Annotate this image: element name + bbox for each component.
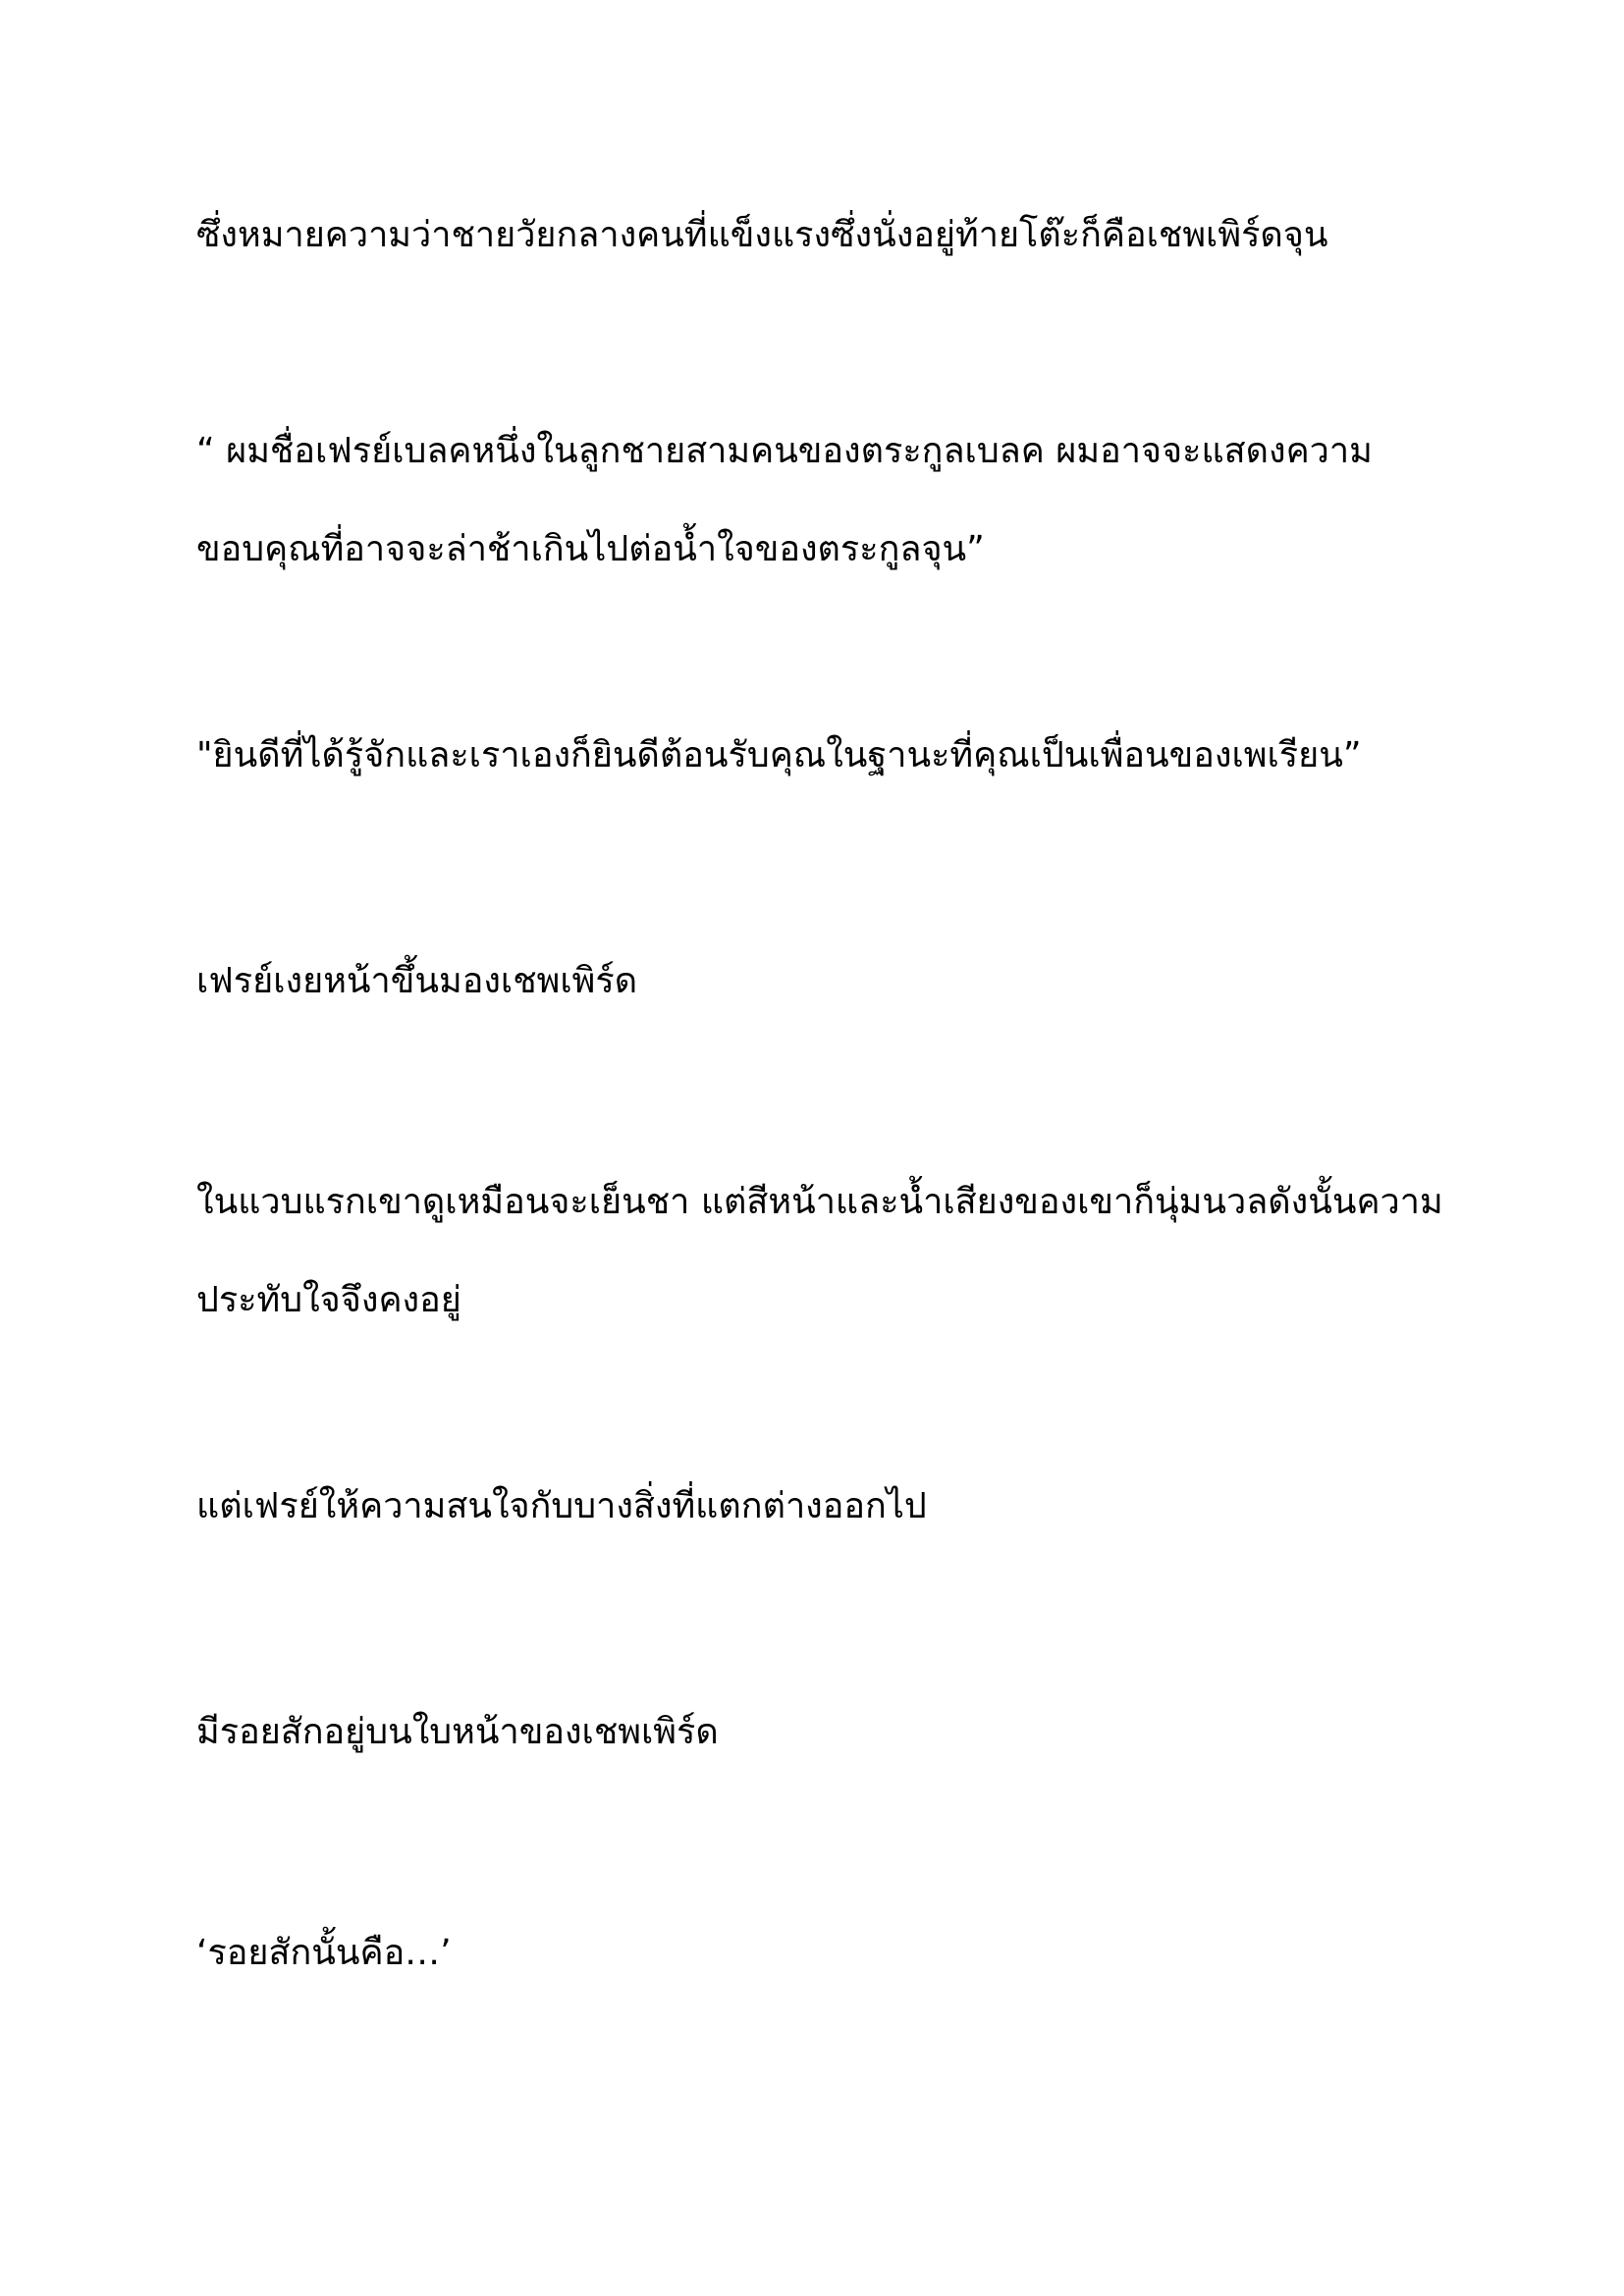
paragraph-line: ประทับใจจึงคงอยู่ <box>196 1280 461 1320</box>
paragraph-line: ขอบคุณที่อาจจะล่าช้าเกินไปต่อน้ำใจของตระกูลจุน” <box>196 529 985 569</box>
paragraph-line: "ยินดีที่ได้รู้จักและเราเองก็ยินดีต้อนรับคุณในฐานะที่คุณเป็นเพื่อนของเพเรียน” <box>196 735 1362 775</box>
paragraph-2 <box>196 402 1473 599</box>
paragraph-1 <box>196 187 1473 285</box>
paragraph-line: เฟรย์เงยหน้าขึ้นมองเชพเพิร์ด <box>196 961 638 1001</box>
paragraph-line: ในแวบแรกเขาดูเหมือนจะเย็นชา แต่สีหน้าและน้ำเสียงของเขาก็นุ่มนวลดังนั้นความ <box>196 1182 1443 1222</box>
paragraph-line: ซึ่งหมายความว่าชายวัยกลางคนที่แข็งแรงซึ่งนั่งอยู่ท้ายโต๊ะก็คือเชพเพิร์ดจุน <box>196 215 1328 255</box>
paragraph-3 <box>196 707 1473 805</box>
paragraph-line: “ ผมชื่อเฟรย์เบลคหนึ่งในลูกชายสามคนของตระกูลเบลค ผมอาจจะแสดงความ <box>196 431 1373 471</box>
paragraph-line: ‘รอยสักนั้นคือ…’ <box>196 1933 452 1973</box>
paragraph-5 <box>196 1153 1473 1350</box>
paragraph-8 <box>196 1904 1473 2002</box>
paragraph-6 <box>196 1458 1473 1556</box>
paragraph-7 <box>196 1683 1473 1782</box>
paragraph-line: มีรอยสักอยู่บนใบหน้าของเชพเพิร์ด <box>196 1712 719 1752</box>
paragraph-4 <box>196 933 1473 1031</box>
paragraph-line: แต่เฟรย์ให้ความสนใจกับบางสิ่งที่แตกต่างออกไป <box>196 1486 927 1526</box>
